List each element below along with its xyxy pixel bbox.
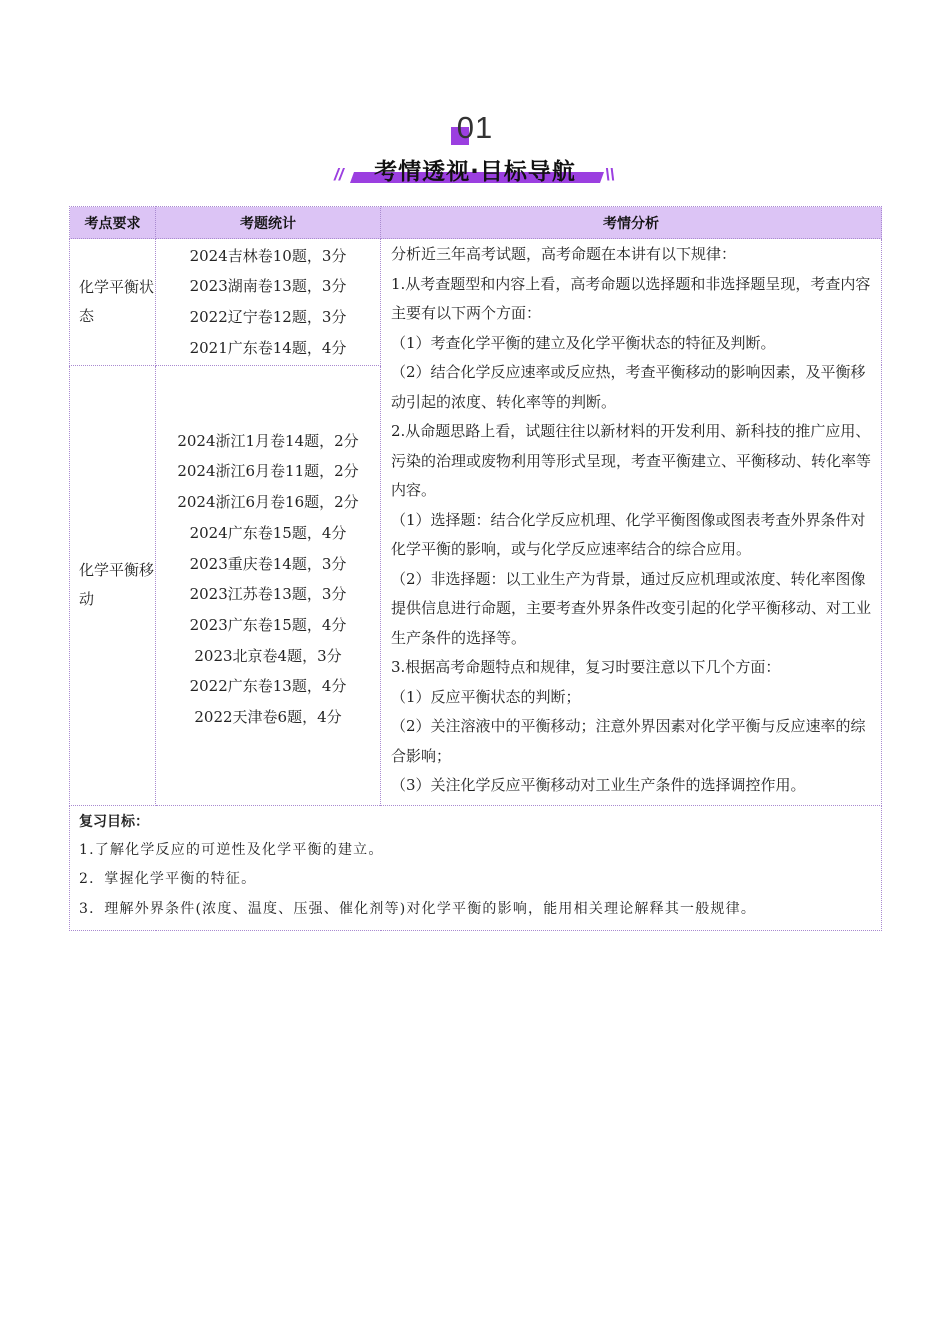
analysis-paragraph: 2.从命题思路上看，试题往往以新材料的开发利用、新科技的推广应用、污染的治理或废物利用等形式呈现，考查平衡建立、平衡移动、转化率等内容。 [391,422,872,499]
stats-list [156,241,380,364]
analysis-paragraph: （1）考查化学平衡的建立及化学平衡状态的特征及判断。 [391,333,776,352]
analysis-paragraph: （1）反应平衡状态的判断； [391,687,581,706]
stat-item: 2024浙江6月卷16题，2分 [177,493,359,512]
stat-item: 2022天津卷6题，4分 [194,707,342,726]
section-title: 考情透视·目标导航 [374,159,576,185]
goals-row [70,805,882,931]
header-stats: 考题统计 [156,207,381,239]
stat-item: 2023江苏卷13题，3分 [189,585,347,604]
stat-item: 2024广东卷15题，4分 [189,523,347,542]
stat-item: 2022辽宁卷12题，3分 [189,307,347,326]
analysis-paragraph: （1）选择题：结合化学反应机理、化学平衡图像或图表考查外界条件对化学平衡的影响，或与化学反应速率结合的综合应用。 [391,510,866,558]
stat-item: 2023北京卷4题，3分 [194,646,342,665]
exam-analysis-table [69,206,882,931]
stat-item: 2022广东卷13题，4分 [189,677,347,696]
analysis-paragraph: 3.根据高考命题特点和规律，复习时要注意以下几个方面： [391,658,781,676]
goal-item: 2．掌握化学平衡的特征。 [79,871,257,887]
section-header [0,108,950,193]
stats-cell [156,239,381,366]
stats-list [156,426,380,733]
topic-cell: 化学平衡移动 [70,365,156,805]
stat-item: 2024吉林卷10题，3分 [189,246,347,265]
goal-item: 1.了解化学反应的可逆性及化学平衡的建立。 [79,841,384,858]
analysis-paragraph: （2）结合化学反应速率或反应热，考查平衡移动的影响因素，及平衡移动引起的浓度、转化率等的判断。 [391,363,866,411]
left-slash-decoration: // [334,165,344,184]
stats-cell [156,365,381,805]
topic-cell: 化学平衡状态 [70,239,156,366]
header-topic: 考点要求 [70,207,156,239]
goals-title: 复习目标： [79,813,149,830]
stat-item: 2023湖南卷13题，3分 [189,277,347,296]
goals-cell [70,805,882,931]
table-row [70,239,882,366]
header-analysis: 考情分析 [381,207,882,239]
stat-item: 2023重庆卷14题，3分 [189,554,347,573]
stat-item: 2024浙江6月卷11题，2分 [177,462,359,481]
analysis-cell [381,239,882,806]
stat-item: 2021广东卷14题，4分 [189,338,347,357]
analysis-paragraph: （2）关注溶液中的平衡移动；注意外界因素对化学平衡与反应速率的综合影响； [391,717,866,765]
table-header-row [70,207,882,239]
stat-item: 2023广东卷15题，4分 [189,615,347,634]
analysis-paragraph: 1.从考查题型和内容上看，高考命题以选择题和非选择题呈现，考查内容主要有以下两个方面： [391,274,871,322]
analysis-paragraph: 分析近三年高考试题，高考命题在本讲有以下规律： [391,245,737,263]
stat-item: 2024浙江1月卷14题，2分 [177,431,359,450]
analysis-paragraph: （3）关注化学反应平衡移动对工业生产条件的选择调控作用。 [391,776,806,794]
analysis-paragraph: （2）非选择题：以工业生产为背景，通过反应机理或浓度、转化率图像提供信息进行命题，主要考查外界条件改变引起的化学平衡移动、对工业生产条件的选择等。 [391,569,872,647]
right-slash-decoration: \\ [605,165,615,184]
section-number: 01 [456,110,494,145]
goal-item: 3．理解外界条件(浓度、温度、压强、催化剂等)对化学平衡的影响，能用相关理论解释其一般规律。 [79,900,757,917]
